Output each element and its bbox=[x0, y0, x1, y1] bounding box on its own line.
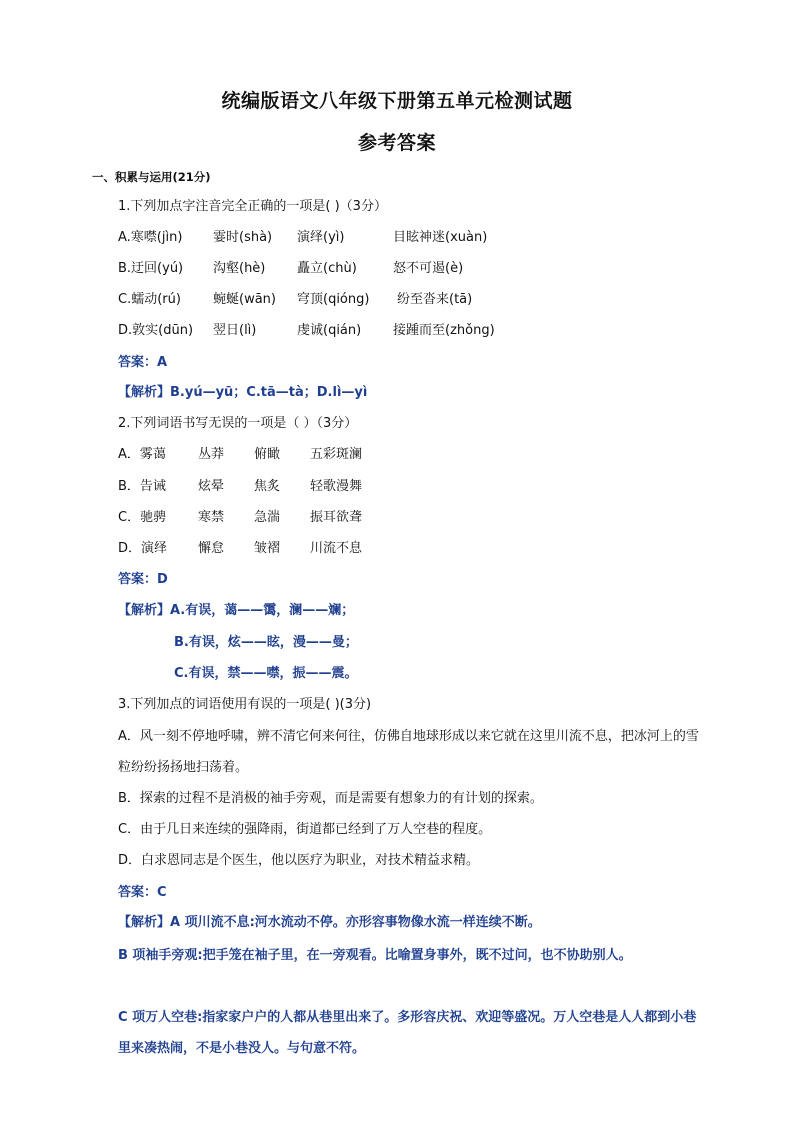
question-2-option-a: A．雾蔼 丛莽 俯瞰 五彩斑澜 bbox=[118, 447, 363, 462]
document-subtitle: 参考答案 bbox=[357, 132, 436, 154]
question-1-option-c: C.蠕动(rú) 蜿蜒(wān) 穹顶(qióng) 纷至沓来(tā) bbox=[118, 292, 473, 307]
question-3-option-a: A．风一刻不停地呼啸，辨不清它何来何往，仿佛自地球形成以来它就在这里川流不息，把冰河上的雪粒纷纷扬扬地扫荡着。 bbox=[118, 729, 699, 775]
question-1-stem: 1.下列加点字注音完全正确的一项是( )（3分） bbox=[118, 199, 387, 214]
document-title: 统编版语文八年级下册第五单元检测试题 bbox=[221, 90, 573, 112]
question-2-option-d: D．演绎 懈怠 皱褶 川流不息 bbox=[118, 541, 363, 556]
question-2-analysis-a: 【解析】A.有误，蔼——霭，澜——斓； bbox=[118, 603, 355, 618]
question-3-option-c: C．由于几日来连续的强降雨，街道都已经到了万人空巷的程度。 bbox=[118, 822, 492, 837]
question-3-stem: 3.下列加点的词语使用有误的一项是( )(3分) bbox=[118, 697, 372, 712]
question-1-analysis: 【解析】B.yú—yū；C.tā—tà；D.lì—yì bbox=[118, 385, 368, 400]
question-2-analysis-c: C.有误，禁——噤，振——震。 bbox=[174, 666, 358, 681]
question-3-analysis-a: 【解析】A 项川流不息:河水流动不停。亦形容事物像水流一样连续不断。 bbox=[118, 915, 541, 930]
question-2-analysis-b: B.有误，炫——眩，漫——曼； bbox=[174, 635, 358, 650]
question-2-answer: 答案：D bbox=[118, 572, 168, 587]
question-2-option-c: C．驰骋 寒禁 急湍 振耳欲聋 bbox=[118, 510, 363, 525]
question-1-answer: 答案：A bbox=[118, 355, 168, 370]
question-3-answer: 答案：C bbox=[118, 885, 167, 900]
question-1-option-d: D.敦实(dūn) 翌日(lì) 虔诚(qián) 接踵而至(zhǒng) bbox=[118, 323, 495, 338]
question-3-analysis-b: B 项袖手旁观:把手笼在袖子里，在一旁观看。比喻置身事外，既不过问，也不协助别人。 bbox=[118, 948, 632, 963]
question-3-option-d: D．白求恩同志是个医生，他以医疗为职业，对技术精益求精。 bbox=[118, 853, 480, 868]
question-2-stem: 2.下列词语书写无误的一项是（ ）（3分） bbox=[118, 416, 358, 431]
question-3-option-b: B．探索的过程不是消极的袖手旁观，而是需要有想象力的有计划的探索。 bbox=[118, 791, 543, 806]
question-3-analysis-c: C 项万人空巷:指家家户户的人都从巷里出来了。多形容庆祝、欢迎等盛况。万人空巷是人人都到小巷里来凑热闹，不是小巷没人。与句意不符。 bbox=[118, 1010, 697, 1056]
question-2-option-b: B．告诫 炫晕 焦炙 轻歌漫舞 bbox=[118, 479, 363, 494]
section-heading: 一、积累与运用(21分) bbox=[92, 170, 211, 184]
question-1-option-b: B.迂回(yú) 沟壑(hè) 矗立(chù) 怒不可遏(è) bbox=[118, 261, 464, 276]
question-1-option-a: A.寒噤(jìn) 霎时(shà) 演绎(yì) 目眩神迷(xuàn) bbox=[118, 230, 488, 245]
